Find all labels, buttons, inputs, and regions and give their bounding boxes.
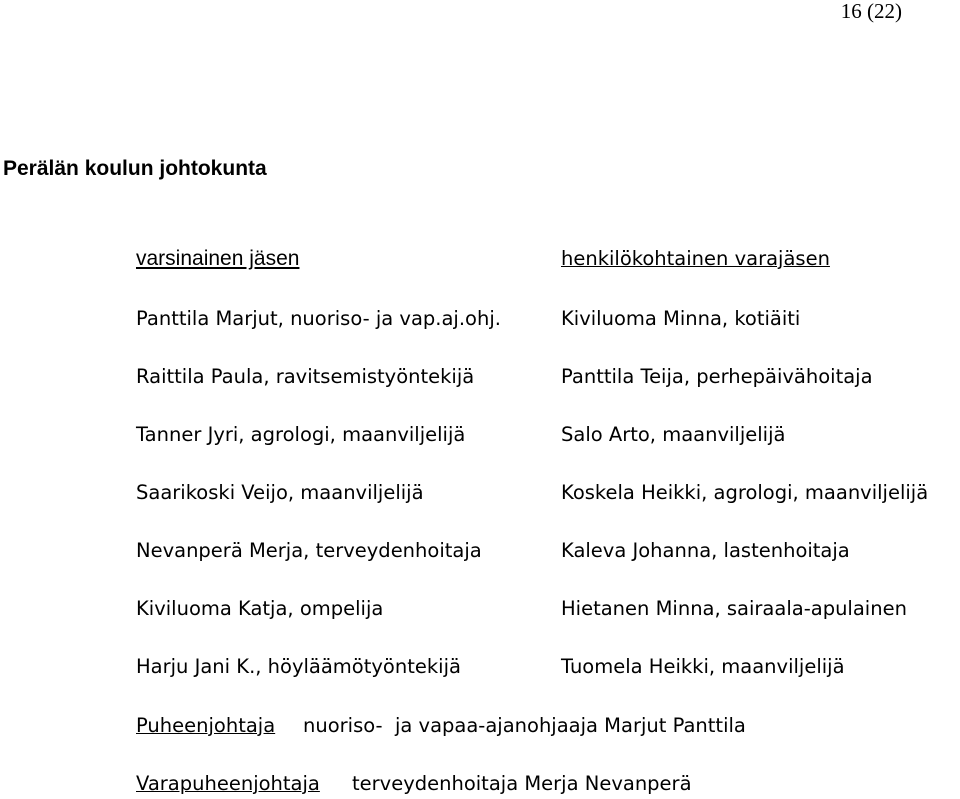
chair-line [136, 713, 746, 739]
deputy-member: Hietanen Minna, sairaala-apulainen [561, 597, 907, 620]
deputy-member: Tuomela Heikki, maanviljelijä [561, 655, 845, 678]
deputy-member: Kiviluoma Minna, kotiäiti [561, 307, 801, 330]
document-title: Perälän koulun johtokunta [3, 157, 267, 180]
regular-member: Raittila Paula, ravitsemistyöntekijä [136, 365, 475, 388]
deputy-member-column-header: henkilökohtainen varajäsen [561, 247, 830, 270]
deputy-member: Kaleva Johanna, lastenhoitaja [561, 539, 850, 562]
regular-member: Harju Jani K., höyläämötyöntekijä [136, 655, 461, 678]
vice-chair-line [136, 771, 692, 797]
chair-label: Puheenjohtaja [136, 714, 276, 737]
regular-member: Kiviluoma Katja, ompelija [136, 597, 384, 620]
regular-member: Tanner Jyri, agrologi, maanviljelijä [136, 423, 466, 446]
vice-chair-label: Varapuheenjohtaja [136, 772, 320, 795]
page-number: 16 (22) [840, 0, 902, 23]
regular-member: Panttila Marjut, nuoriso- ja vap.aj.ohj. [136, 307, 501, 330]
chair-value: nuoriso- ja vapaa-ajanohjaaja Marjut Panttila [303, 714, 746, 737]
deputy-member: Koskela Heikki, agrologi, maanviljelijä [561, 481, 929, 504]
vice-chair-value: terveydenhoitaja Merja Nevanperä [352, 772, 692, 795]
regular-member: Saarikoski Veijo, maanviljelijä [136, 481, 424, 504]
regular-member: Nevanperä Merja, terveydenhoitaja [136, 539, 482, 562]
deputy-member: Salo Arto, maanviljelijä [561, 423, 786, 446]
deputy-member: Panttila Teija, perhepäivähoitaja [561, 365, 873, 388]
regular-member-column-header: varsinainen jäsen [136, 247, 300, 270]
